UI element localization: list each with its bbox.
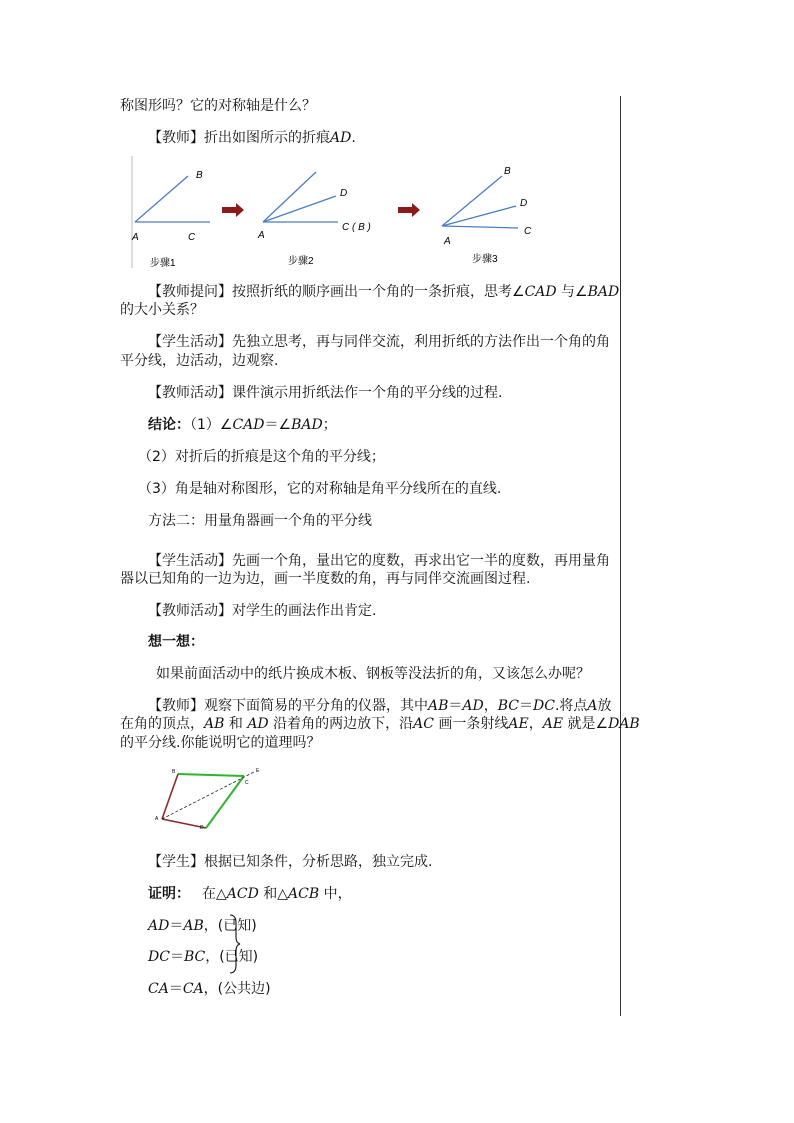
math: BC [497, 698, 520, 714]
math: AD [462, 698, 484, 714]
math: BAD [291, 417, 323, 433]
step3-caption: 步骤3 [472, 254, 498, 265]
step1-label-a: A [132, 232, 139, 243]
label-a: A [155, 816, 159, 822]
step2-ray-ab [263, 172, 316, 222]
text: 【教师】折出如图所示的折痕 [148, 130, 330, 146]
segment-cd [206, 776, 244, 828]
step3-ray-ac [442, 226, 518, 228]
label-c: C [245, 780, 249, 786]
math: CAD [232, 417, 265, 433]
text: （2）对折后的折痕是这个角的平分线； [138, 449, 385, 465]
math: AE [508, 716, 529, 732]
question-line [156, 664, 590, 684]
step2-label-d: D [340, 188, 348, 199]
text: （1）∠ [190, 417, 233, 433]
folding-steps-figure [120, 156, 560, 272]
proof-step-3 [148, 979, 271, 999]
text: ＝ [168, 981, 183, 997]
text: ＝ [169, 949, 184, 965]
think-heading [148, 632, 204, 652]
math: DAB [608, 716, 640, 732]
page-border-line [620, 96, 621, 1016]
math: A [587, 698, 598, 714]
text: 和△ [258, 886, 289, 902]
arrow-right-icon [398, 203, 420, 217]
text: 放 [597, 698, 612, 714]
text: 【教师提问】按照折纸的顺序画出一个角的一条折痕，思考∠ [148, 284, 525, 300]
math: DC [148, 949, 170, 965]
step1-caption: 步骤1 [150, 258, 176, 269]
step2-caption: 步骤2 [288, 256, 314, 267]
step3-label-a: A [444, 236, 451, 247]
math: AD [148, 918, 170, 934]
text: 和 [224, 716, 248, 732]
text: ，(公共边) [203, 981, 271, 997]
text: 方法二：用量角器画一个角的平分线 [148, 513, 372, 529]
math: AC [413, 716, 434, 732]
student-activity-2-line-2 [120, 569, 530, 589]
step2-label-cb: C ( B ) [342, 222, 371, 233]
step3-label-d: D [520, 198, 528, 209]
text: 就是∠ [563, 716, 609, 732]
label-d: D [200, 825, 204, 831]
math: AB [183, 918, 204, 934]
math: ACD [226, 886, 259, 902]
segment-bc [178, 774, 244, 776]
teacher-question-line-2 [120, 300, 204, 320]
step1-ray-ab [135, 176, 188, 222]
text: 称图形吗？它的对称轴是什么？ [120, 98, 316, 114]
step2-label-a: A [258, 230, 265, 241]
math: AB [428, 698, 449, 714]
teacher-question-line-1 [148, 282, 619, 302]
text: ，(已知) [203, 918, 257, 934]
text: 与∠ [556, 284, 588, 300]
text: 的平分线.你能说明它的道理吗？ [120, 735, 321, 751]
step2-ray-ad [263, 196, 336, 222]
text: 【学生】根据已知条件，分析思路，独立完成. [148, 854, 433, 870]
proof-label: 证明： [148, 886, 190, 902]
text: 的大小关系？ [120, 302, 204, 318]
step1-label-c: C [188, 232, 196, 243]
step1-label-b: B [196, 170, 203, 181]
text: 想一想： [148, 634, 204, 650]
student-activity-2-line-1 [148, 551, 610, 571]
teacher-observe-line-3 [120, 733, 320, 753]
math: CA [182, 981, 204, 997]
text: 【教师活动】课件演示用折纸法作一个角的平分线的过程. [148, 385, 503, 401]
teacher-activity-2-line [148, 601, 376, 621]
text: 如果前面活动中的纸片换成木板、钢板等没法折的角，又该怎么办呢？ [156, 666, 590, 682]
text: ＝ [448, 698, 463, 714]
label-e: E [256, 768, 260, 774]
math: DC [533, 698, 555, 714]
step3-label-c: C [524, 226, 532, 237]
student-line [148, 852, 432, 872]
proof-heading-line [148, 884, 352, 904]
text: ， [483, 698, 498, 714]
student-activity-line-1 [148, 332, 610, 352]
text: 【教师活动】对学生的画法作出肯定. [148, 603, 377, 619]
text: 【教师】观察下面简易的平分角的仪器，其中 [148, 698, 428, 714]
teacher-observe-line-1 [148, 696, 612, 716]
text: 中， [319, 886, 352, 902]
math: BAD [587, 284, 620, 300]
text: 画一条射线 [433, 716, 509, 732]
text: （3）角是轴对称图形，它的对称轴是角平分线所在的直线. [138, 481, 502, 497]
teacher-activity-line [148, 383, 502, 403]
text: 器以已知角的一边为边，画一半度数的角，再与同伴交流画图过程. [120, 571, 531, 587]
text: 【学生活动】先画一个角，量出它的度数，再求出它一半的度数，再用量角 [148, 553, 610, 569]
bisector-instrument-figure [150, 764, 280, 836]
teacher-observe-line-2 [120, 714, 640, 734]
text: 在角的顶点， [120, 716, 204, 732]
step3-label-b: B [504, 166, 511, 177]
math: AD [330, 130, 352, 146]
brace-shape [230, 915, 240, 973]
math: BC [183, 949, 206, 965]
text: 【学生活动】先独立思考，再与同伴交流，利用折纸的方法作出一个角的角 [148, 334, 610, 350]
text: .将点 [554, 698, 588, 714]
student-activity-line-2 [120, 351, 278, 371]
text: ； [322, 417, 337, 433]
text: 在△ [202, 886, 227, 902]
text: ＝ [169, 918, 184, 934]
text: . [351, 130, 356, 146]
text: 平分线，边活动，边观察. [120, 353, 279, 369]
math: AE [542, 716, 564, 732]
math: AB [204, 716, 225, 732]
text: ＝ [519, 698, 534, 714]
conclusion-2-line [138, 447, 385, 467]
arrow-right-icon [222, 203, 244, 217]
method-two-line [148, 511, 372, 531]
math: CA [148, 981, 169, 997]
conclusion-line [148, 415, 337, 435]
text: ， [528, 716, 543, 732]
proof-brace [226, 913, 242, 975]
text-line-1 [120, 96, 316, 116]
text: 沿着角的两边放下，沿 [268, 716, 414, 732]
math: ACB [288, 886, 320, 902]
math: AD [247, 716, 269, 732]
text: ，(已知) [205, 949, 259, 965]
conclusion-label: 结论： [148, 417, 190, 433]
conclusion-3-line [138, 479, 501, 499]
label-b: B [172, 769, 176, 775]
teacher-fold-line [148, 128, 356, 148]
text: ＝∠ [264, 417, 292, 433]
math: CAD [524, 284, 557, 300]
